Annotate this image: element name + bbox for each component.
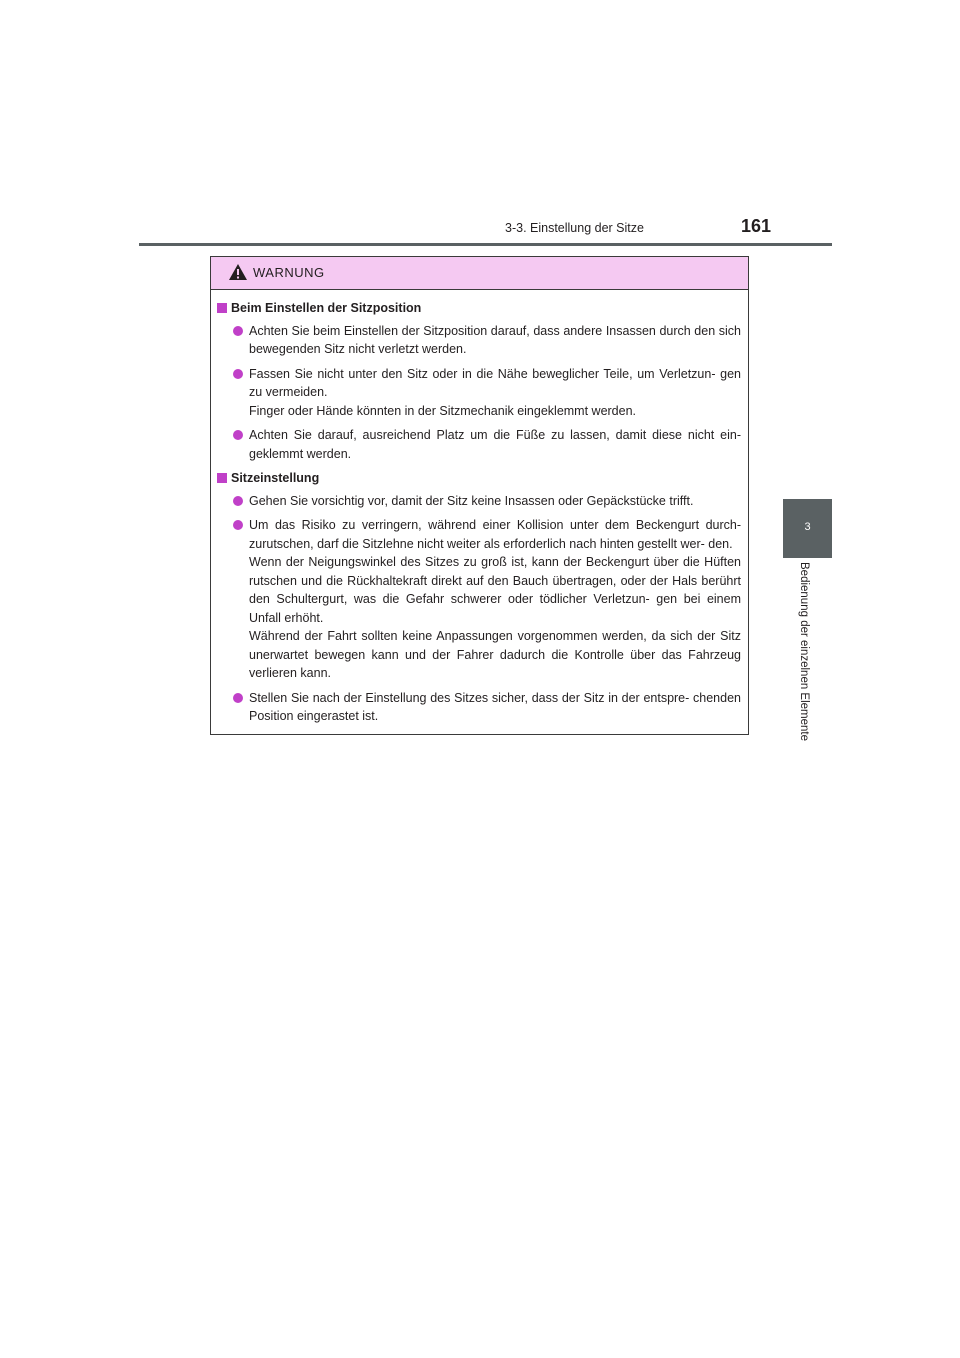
list-item-text: Fassen Sie nicht unter den Sitz oder in die Nähe beweglicher Teile, um Verletzun- gen zu vermeiden.: [249, 366, 741, 399]
list-item-text: Achten Sie darauf, ausreichend Platz um die Füße zu lassen, damit diese nicht ein- geklemmt werden.: [249, 428, 741, 461]
circle-bullet-icon: [233, 430, 243, 440]
header-divider: [139, 243, 832, 246]
warning-box: [210, 256, 749, 735]
section-heading: [217, 299, 741, 318]
warning-body: [211, 290, 748, 726]
section-heading: [217, 469, 741, 488]
section-title: 3-3. Einstellung der Sitze: [505, 221, 644, 235]
circle-bullet-icon: [233, 693, 243, 703]
warning-header: [211, 257, 748, 290]
circle-bullet-icon: [233, 520, 243, 530]
list-item-text: Wenn der Neigungswinkel des Sitzes zu groß ist, kann der Beckengurt über die Hüften rutschen und die Rückhaltekraft direkt auf den Bauch übertragen, oder der Hals berührt den Schultergurt, was die Gefahr schwerer oder tödlicher Verletzun- gen bei einem Unfall erhöht.: [249, 555, 741, 625]
list-item-text: Während der Fahrt sollten keine Anpassungen vorgenommen werden, da sich der Sitz unerwartet bewegen kann und der Fahrer dadurch die Kontrolle über das Fahrzeug verlieren kann.: [249, 629, 741, 680]
list-item: [217, 516, 741, 683]
list-item-text: Stellen Sie nach der Einstellung des Sitzes sicher, dass der Sitz in der entspre- chenden Position eingerastet ist.: [249, 690, 741, 723]
warning-title: WARNUNG: [253, 265, 325, 280]
chapter-tab: [783, 499, 832, 558]
warning-section: [217, 299, 741, 463]
list-item-text: Gehen Sie vorsichtig vor, damit der Sitz keine Insassen oder Gepäckstücke trifft.: [249, 493, 694, 508]
page-number: 161: [741, 216, 772, 236]
list-item: [217, 492, 741, 511]
section-heading-text: Sitzeinstellung: [231, 471, 320, 485]
list-item: [217, 365, 741, 421]
section-heading-text: Beim Einstellen der Sitzposition: [231, 301, 422, 315]
list-item-text: Um das Risiko zu verringern, während einer Kollision unter dem Beckengurt durch- zurutschen, darf die Sitzlehne nicht weiter als erforderlich nach hinten gestellt wer- den.: [249, 518, 741, 551]
list-item: [217, 322, 741, 359]
circle-bullet-icon: [233, 369, 243, 379]
list-item: [217, 426, 741, 463]
circle-bullet-icon: [233, 496, 243, 506]
chapter-number: 3: [804, 521, 811, 533]
list-item: [217, 689, 741, 726]
square-bullet-icon: [217, 473, 227, 483]
warning-triangle-icon: [228, 263, 248, 286]
list-item-text: Achten Sie beim Einstellen der Sitzposition darauf, dass andere Insassen durch den sich bewegenden Sitz nicht verletzt werden.: [249, 323, 741, 356]
list-item-text: Finger oder Hände könnten in der Sitzmechanik eingeklemmt werden.: [249, 403, 637, 418]
chapter-title: Bedienung der einzelnen Elemente: [798, 562, 810, 742]
warning-section: [217, 469, 741, 726]
circle-bullet-icon: [233, 326, 243, 336]
square-bullet-icon: [217, 303, 227, 313]
